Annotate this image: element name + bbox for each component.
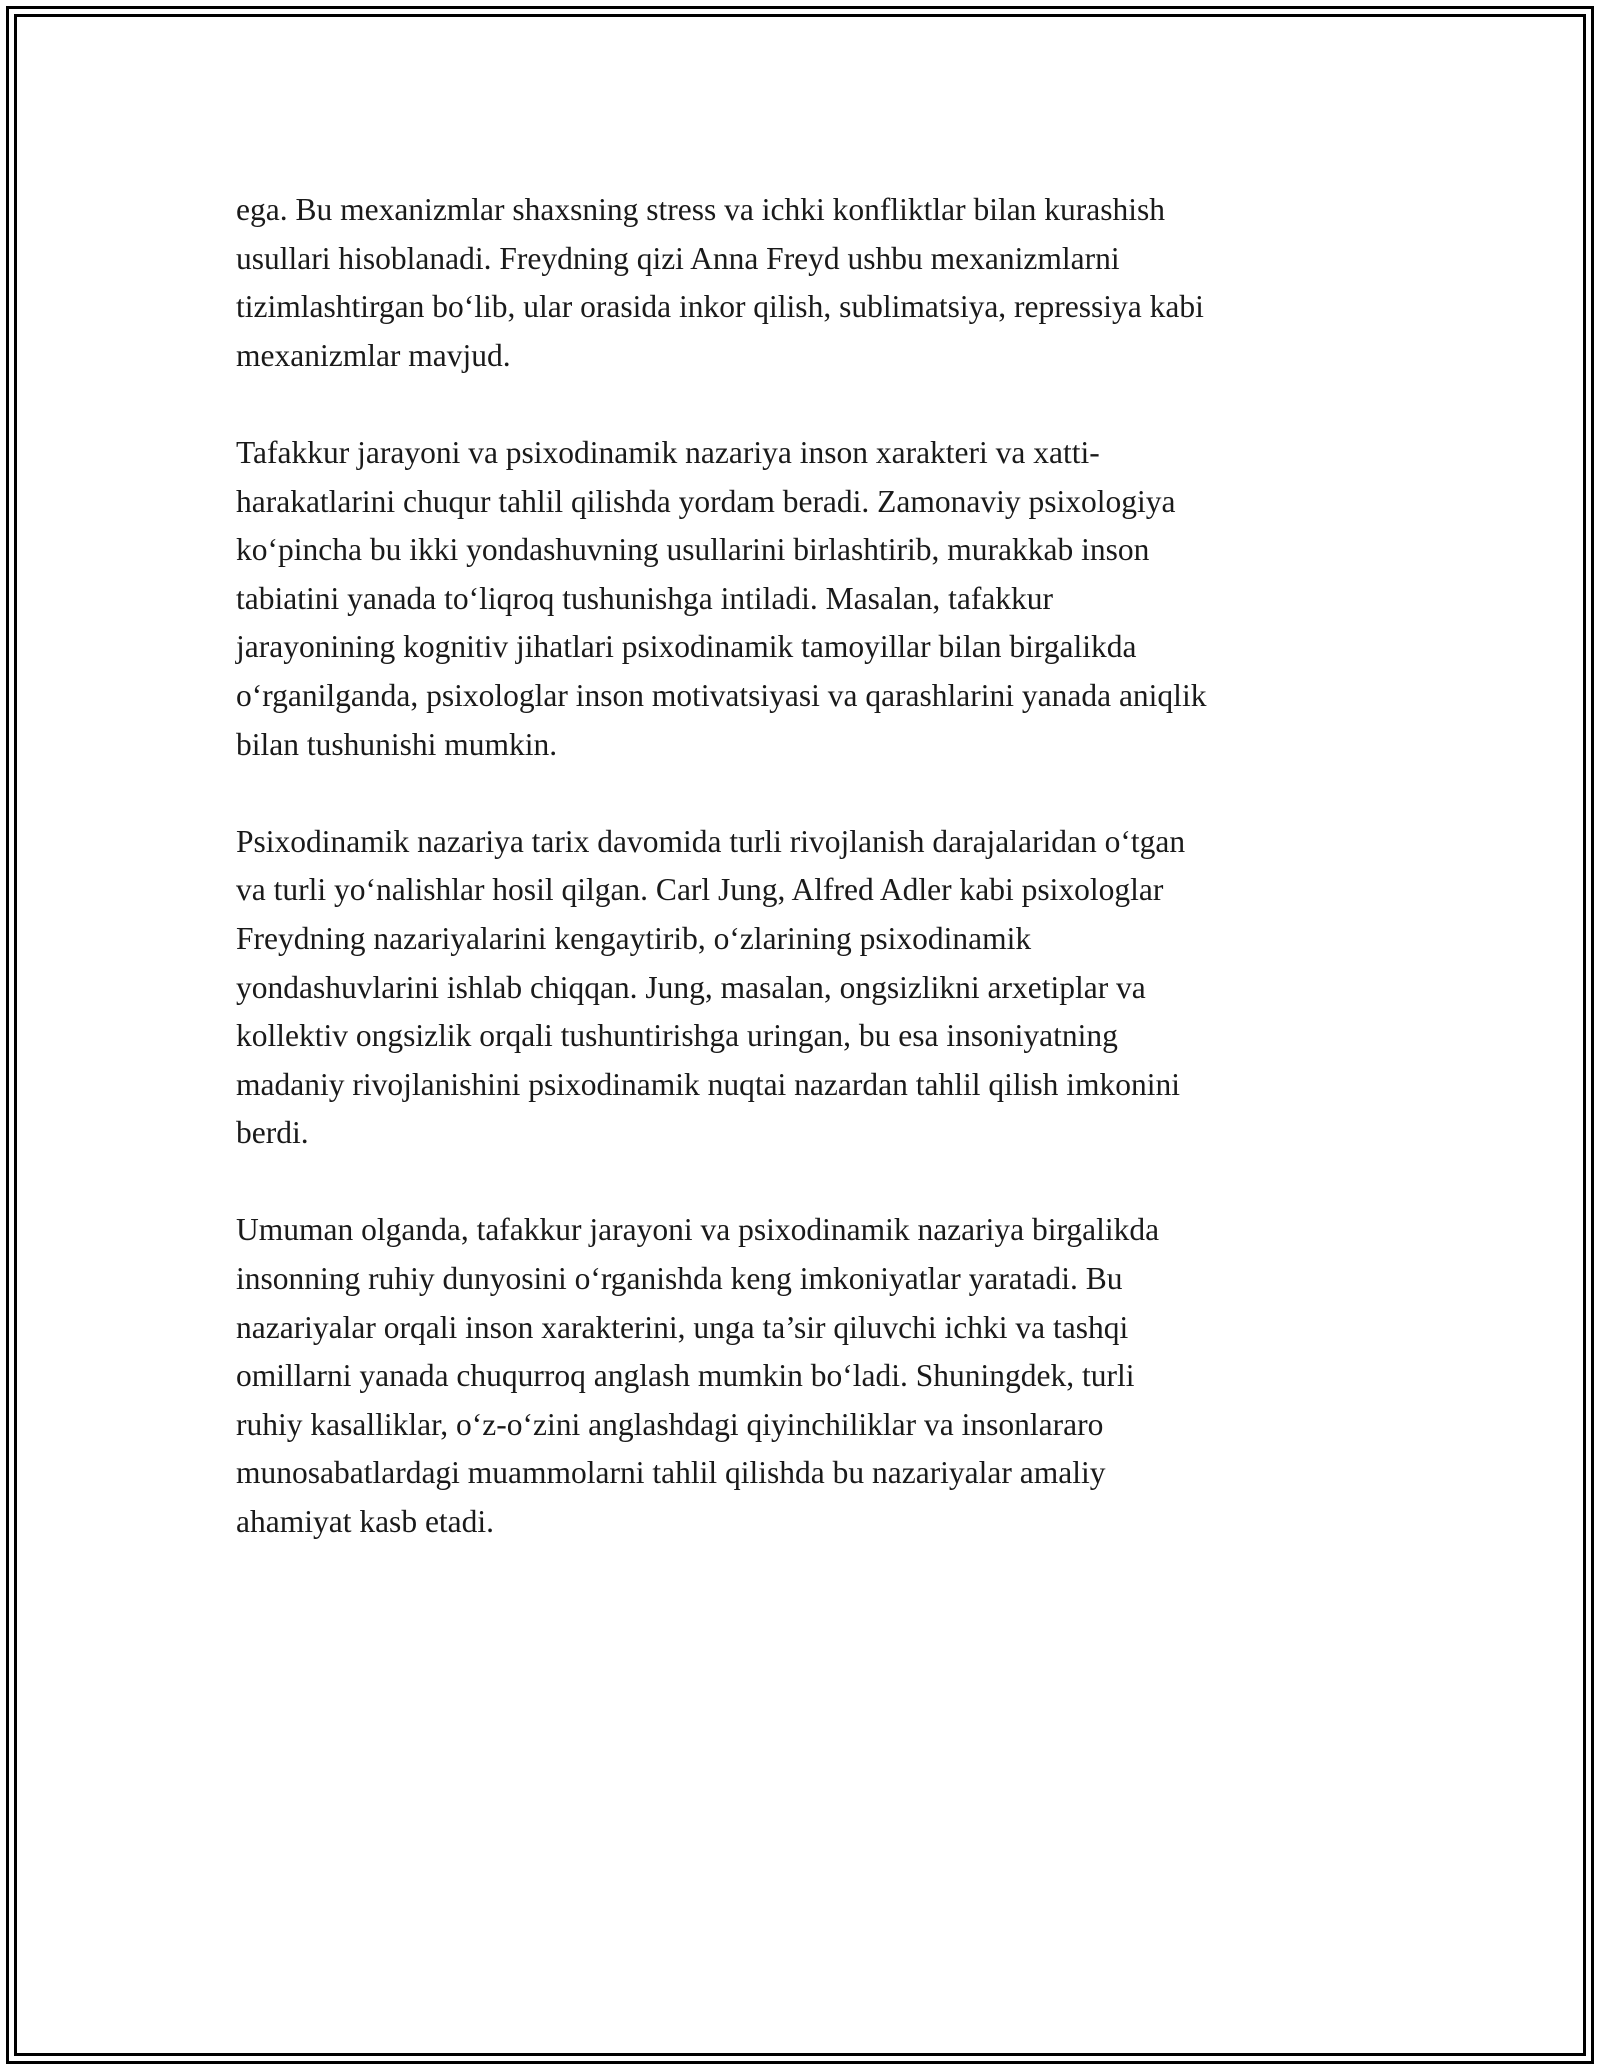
- text-line: ko‘pincha bu ikki yondashuvning usullarini birlashtirib, murakkab inson: [236, 532, 1150, 568]
- text-line: ahamiyat kasb etadi.: [236, 1504, 495, 1540]
- text-line: ega. Bu mexanizmlar shaxsning stress va ichki konfliktlar bilan kurashish: [236, 192, 1166, 227]
- text-line: Tafakkur jarayoni va psixodinamik nazariya inson xarakteri va xatti-: [236, 434, 1100, 470]
- text-line: Umuman olganda, tafakkur jarayoni va psixodinamik nazariya birgalikda: [236, 1212, 1160, 1248]
- paragraph-defense-mechanisms: [236, 186, 1396, 380]
- text-line: harakatlarini chuqur tahlil qilishda yordam beradi. Zamonaviy psixologiya: [236, 483, 1176, 519]
- text-line: va turli yo‘nalishlar hosil qilgan. Carl Jung, Alfred Adler kabi psixologlar: [236, 872, 1164, 908]
- text-line: o‘rganilganda, psixologlar inson motivatsiyasi va qarashlarini yanada aniqlik: [236, 677, 1207, 713]
- paragraph-thinking-and-psychodynamics: [236, 429, 1396, 769]
- text-line: ruhiy kasalliklar, o‘z-o‘zini anglashdagi qiyinchiliklar va insonlararo: [236, 1406, 1104, 1442]
- text-line: madaniy rivojlanishini psixodinamik nuqtai nazardan tahlil qilish imkonini: [236, 1066, 1180, 1102]
- text-line: Freydning nazariyalarini kengaytirib, o‘zlarining psixodinamik: [236, 920, 1032, 956]
- text-line: tabiatini yanada to‘liqroq tushunishga intiladi. Masalan, tafakkur: [236, 580, 1054, 616]
- text-line: insonning ruhiy dunyosini o‘rganishda keng imkoniyatlar yaratadi. Bu: [236, 1261, 1123, 1297]
- text-line: yondashuvlarini ishlab chiqqan. Jung, masalan, ongsizlikni arxetiplar va: [236, 969, 1146, 1005]
- text-line: Psixodinamik nazariya tarix davomida turli rivojlanish darajalaridan o‘tgan: [236, 823, 1186, 859]
- paragraph-conclusion: [236, 1206, 1396, 1546]
- text-line: mexanizmlar mavjud.: [236, 337, 511, 373]
- text-line: bilan tushunishi mumkin.: [236, 726, 558, 762]
- page-body: [236, 186, 1396, 1595]
- text-line: munosabatlardagi muammolarni tahlil qilishda bu nazariyalar amaliy: [236, 1455, 1106, 1491]
- text-line: tizimlashtirgan bo‘lib, ular orasida inkor qilish, sublimatsiya, repressiya kabi: [236, 289, 1204, 325]
- text-line: usullari hisoblanadi. Freydning qizi Anna Freyd ushbu mexanizmlarni: [236, 240, 1120, 276]
- text-line: berdi.: [236, 1115, 309, 1151]
- paragraph-history-of-theory: [236, 818, 1396, 1158]
- text-line: jarayonining kognitiv jihatlari psixodinamik tamoyillar bilan birgalikda: [236, 629, 1137, 665]
- text-line: omillarni yanada chuqurroq anglash mumkin bo‘ladi. Shuningdek, turli: [236, 1358, 1135, 1394]
- text-line: kollektiv ongsizlik orqali tushuntirishga uringan, bu esa insoniyatning: [236, 1018, 1118, 1054]
- text-line: nazariyalar orqali inson xarakterini, unga ta’sir qiluvchi ichki va tashqi: [236, 1309, 1129, 1345]
